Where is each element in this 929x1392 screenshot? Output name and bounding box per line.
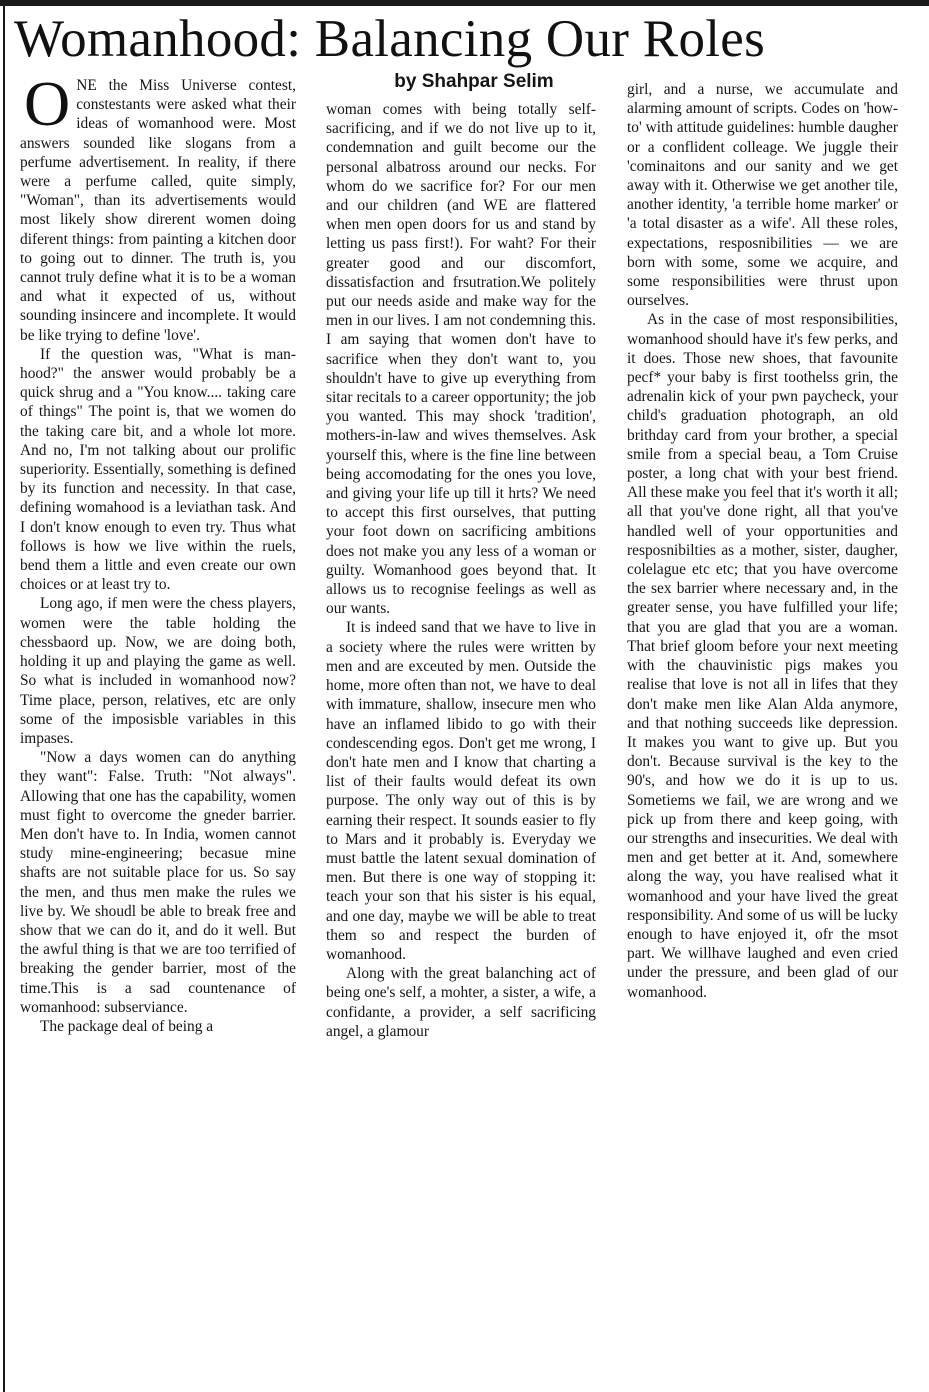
article-column-1 (20, 68, 296, 1036)
paragraph: It is indeed sand that we have to live in a society where the rules were written by men and are exceuted by men. Outside the home, more often than not, we have to deal with immature, shallow, insecure men who have an inflamed libido to go with their condescending egos. Don't get me wrong, I don't hate men and I know that charting a list of their faults would defeat its own purpose. The only way out of this is by earning their respect. It sounds easier to fly to Mars and it probably is. Everyday we must battle the latent sexual domination of men. But there is one way of stopping it: teach your son that his sister is his equal, and one day, maybe we will be able to treat them so and respect the burden of womanhood. (326, 619, 596, 963)
paragraph: girl, and a nurse, we accumulate and alarming amount of scripts. Codes on 'how-to' with attitude guidelines: humble daugher or a conflident colleage. We juggle their 'cominaitons and our sanity and we get away with it. Otherwise we get another tile, another identity, 'a terrible home marker' or 'a total disaster as a wife'. All these roles, expectations, resposnibilities — we are born with some, some we acquire, and some responsibilities were thrust upon ourselves. (627, 81, 898, 310)
paragraph: If the question was, "What is man-hood?" the answer would probably be a quick shrug and a "You know.... taking care of things" The point is, that we women do the taking care bit, and a whole lot more. And no, I'm not talking about our prolific superiority. Essentially, something is defined by its function and necessity. In that case, defining womahood is a leviathan task. And I don't know enough to even try. Thus what follows is how we live within the ruels, bend them a little and even create our own choices or at least try to. (20, 345, 296, 594)
article-headline: Womanhood: Balancing Our Roles (14, 10, 766, 68)
paragraph: "Now a days women can do anything they want": False. Truth: "Not always". Allowing that one has the capability, women must fight to overcome the gneder barrier. Men don't have to. In India, women cannot study mine-engineering; becasue mine shafts are not suitable place for us. So say the men, and thus men make the rules we live by. We shoudl be able to break free and show that we can do it, and do it well. But the awful thing is that we are too terrified of breaking the gender barrier, most of the time.This is a sad countenance of womanhood: subserviance. (20, 749, 296, 1016)
paragraph: As in the case of most responsibilities, womanhood should have it's few perks, and it does. Those new shoes, that favounite pecf* your baby is first toothelss grin, the adrenalin kick of your pwn paycheck, your child's graduation photograph, an old brithday card from your brother, a special smile from a special beau, a Tom Cruise poster, a long chat with your best friend. All these make you feel that it's worth it all; all that you've done right, all that you've handled well of your opportunities and resposnibilties as a mother, sister, daugher, colelague etc etc; that you have overcome the sex barrier where necessary and, in the greater sense, you have fulfilled your life; that you are glad that you are a woman. That brief gloom before your next meeting with the chauvinistic pigs makes you realise that love is not all in lifes that they don't make men like Alan Alda anymore, and that nothing succeeds like depression. It makes you want to give up. But you don't. Because survival is the key to the 90's, and how we do it is up to us. Sometiems we fail, we are wrong and we pick up from there and keep going, with our strengths and insecurities. We deal with men and get better at it. And, somewhere along the way, you have realised what it womanhood and your have lived the great responsibility. And some of us will be lucky enough to have enjoyed it, ofr the msot part. We willhave laughed and even cried under the pressure, and been glad of our womanhood. (627, 311, 898, 1001)
paragraph: The package deal of being a (40, 1017, 214, 1035)
article-column-3 (627, 80, 898, 1002)
left-border-rule (3, 6, 5, 1392)
paragraph: Long ago, if men were the chess players, women were the table holding the chessbaord up. Now, we are doing both, holding it up and playing the game as well. So what is included in womanhood now? Time place, person, relatives, etc are only some of the imposisble variables in this impases. (20, 595, 296, 747)
article-byline: by Shahpar Selim (394, 71, 554, 92)
paragraph-text: NE the Miss Universe contest, constestants were asked what their ideas of womanhood were. Most answers sounded like slogans from a perfume advertisement. In reality, if there were a perfume called, quite simply, "Woman", than its advertisements would most likely show direrent women doing diferent things: from painting a kitchen door to going out to dinner. The truth is, you cannot truly define what it is to be a woman and what it expected of us, without sounding insincere and incomplete. It would be like trying to define 'love'. (20, 77, 296, 344)
top-border-rule (0, 0, 929, 6)
paragraph: Along with the great balanching act of being one's self, a mohter, a sister, a wife, a confidante, a provider, a self sacrificing angel, a glamour (326, 965, 596, 1040)
drop-cap: O (24, 68, 71, 139)
paragraph: woman comes with being totally self-sacrificing, and if we do not live up to it, condemnation and guilt become our the personal albatross around our necks. For whom do we sacrifice for? For our men and our children (and WE are flattered when men open doors for us and stand by letting us pass first!). For waht? For their greater good and our discomfort, dissatisfaction and frsutration.We politely put our needs aside and make way for the men in our lives. I am not condemning this. I am saying that women don't have to sacrifice when they don't want to, you shouldn't have to give up everything from sitar recitals to a career opportunity; the job you wanted. This may shock 'tradition', mothers-in-law and wives themselves. Ask yourself this, where is the fine line between being accomodating for the ones you love, and giving your life up till it hrts? We need to accept this first ourselves, that putting your foot down on sacrificing ambitions does not make you any less of a woman or guilty. Womanhood goes beyond that. It allows us to recognise feelings as well as our wants. (326, 101, 596, 618)
article-column-2 (326, 100, 596, 1041)
paragraph (20, 68, 296, 345)
